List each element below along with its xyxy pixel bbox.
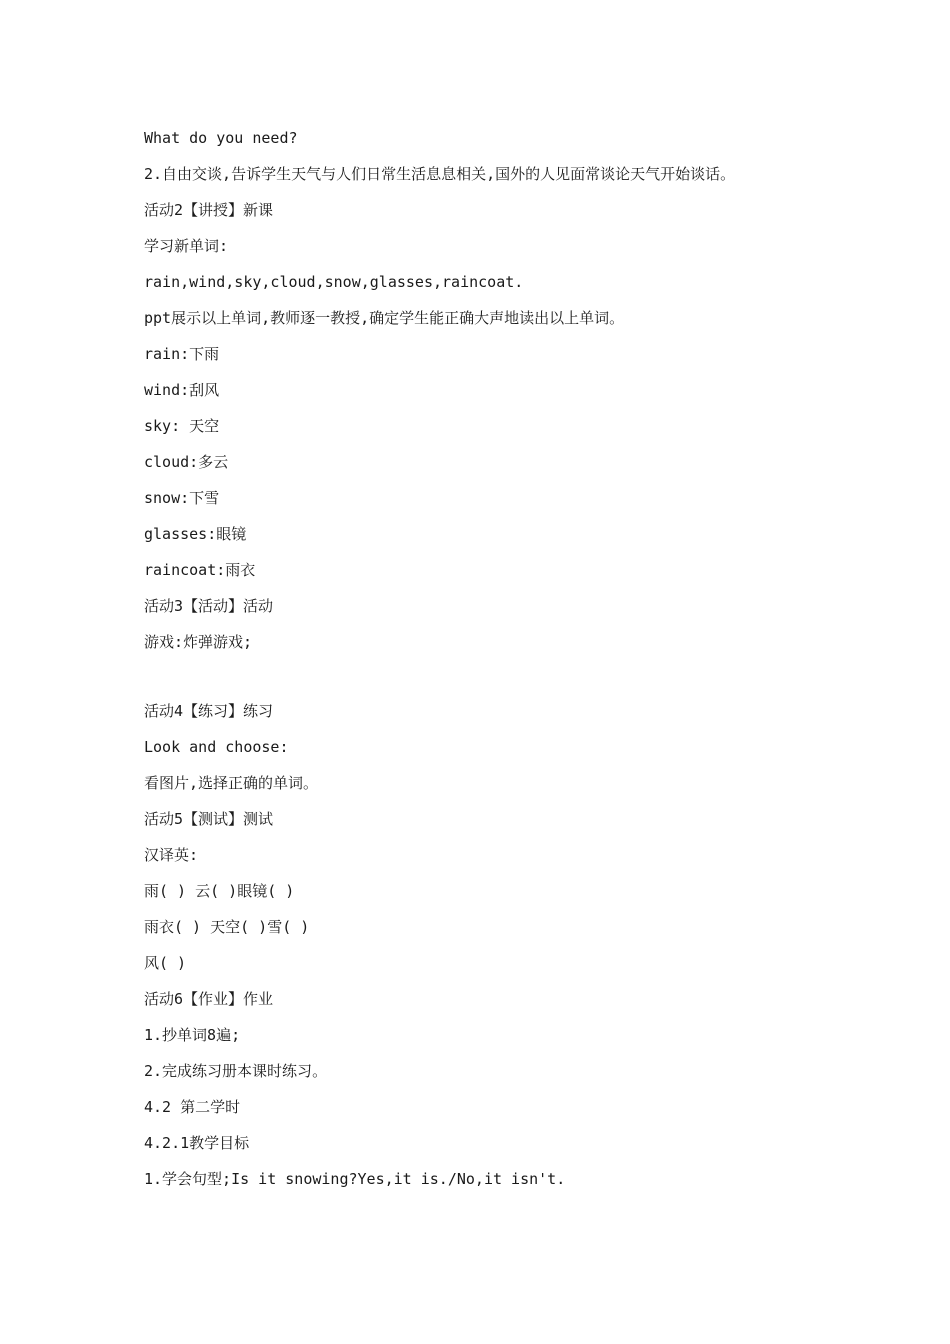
text-line: 学习新单词:: [144, 237, 229, 255]
vocabulary-item: rain:下雨: [144, 345, 220, 363]
text-line: ppt展示以上单词,教师逐一教授,确定学生能正确大声地读出以上单词。: [144, 309, 625, 327]
vocabulary-item: raincoat:雨衣: [144, 561, 256, 579]
vocabulary-item: snow:下雪: [144, 489, 220, 507]
vocabulary-item: glasses:眼镜: [144, 525, 247, 543]
vocabulary-item: cloud:多云: [144, 453, 229, 471]
exercise-line: 风( ): [144, 954, 187, 972]
text-line: 2.自由交谈,告诉学生天气与人们日常生活息息相关,国外的人见面常谈论天气开始谈话。: [144, 165, 736, 183]
blank-line: [144, 660, 844, 693]
text-line: 1.抄单词8遍;: [144, 1026, 241, 1044]
text-line: 1.学会句型;Is it snowing?Yes,it is./No,it isn't.: [144, 1170, 566, 1188]
text-line: 游戏:炸弹游戏;: [144, 633, 253, 651]
exercise-line: 雨( ) 云( )眼镜( ): [144, 882, 295, 900]
text-line: 2.完成练习册本课时练习。: [144, 1062, 328, 1080]
section-heading: 4.2 第二学时: [144, 1098, 241, 1116]
text-line: 看图片,选择正确的单词。: [144, 774, 319, 792]
document-body: [144, 120, 844, 1197]
vocabulary-item: sky: 天空: [144, 417, 220, 435]
text-line: Look and choose:: [144, 738, 289, 756]
activity-heading: 活动5【测试】测试: [144, 810, 274, 828]
section-heading: 4.2.1教学目标: [144, 1134, 250, 1152]
activity-heading: 活动6【作业】作业: [144, 990, 274, 1008]
text-line: What do you need?: [144, 129, 298, 147]
vocabulary-list: rain,wind,sky,cloud,snow,glasses,raincoat.: [144, 273, 524, 291]
activity-heading: 活动4【练习】练习: [144, 702, 274, 720]
vocabulary-item: wind:刮风: [144, 381, 220, 399]
activity-heading: 活动3【活动】活动: [144, 597, 274, 615]
activity-heading: 活动2【讲授】新课: [144, 201, 274, 219]
exercise-line: 雨衣( ) 天空( )雪( ): [144, 918, 310, 936]
text-line: 汉译英:: [144, 846, 199, 864]
